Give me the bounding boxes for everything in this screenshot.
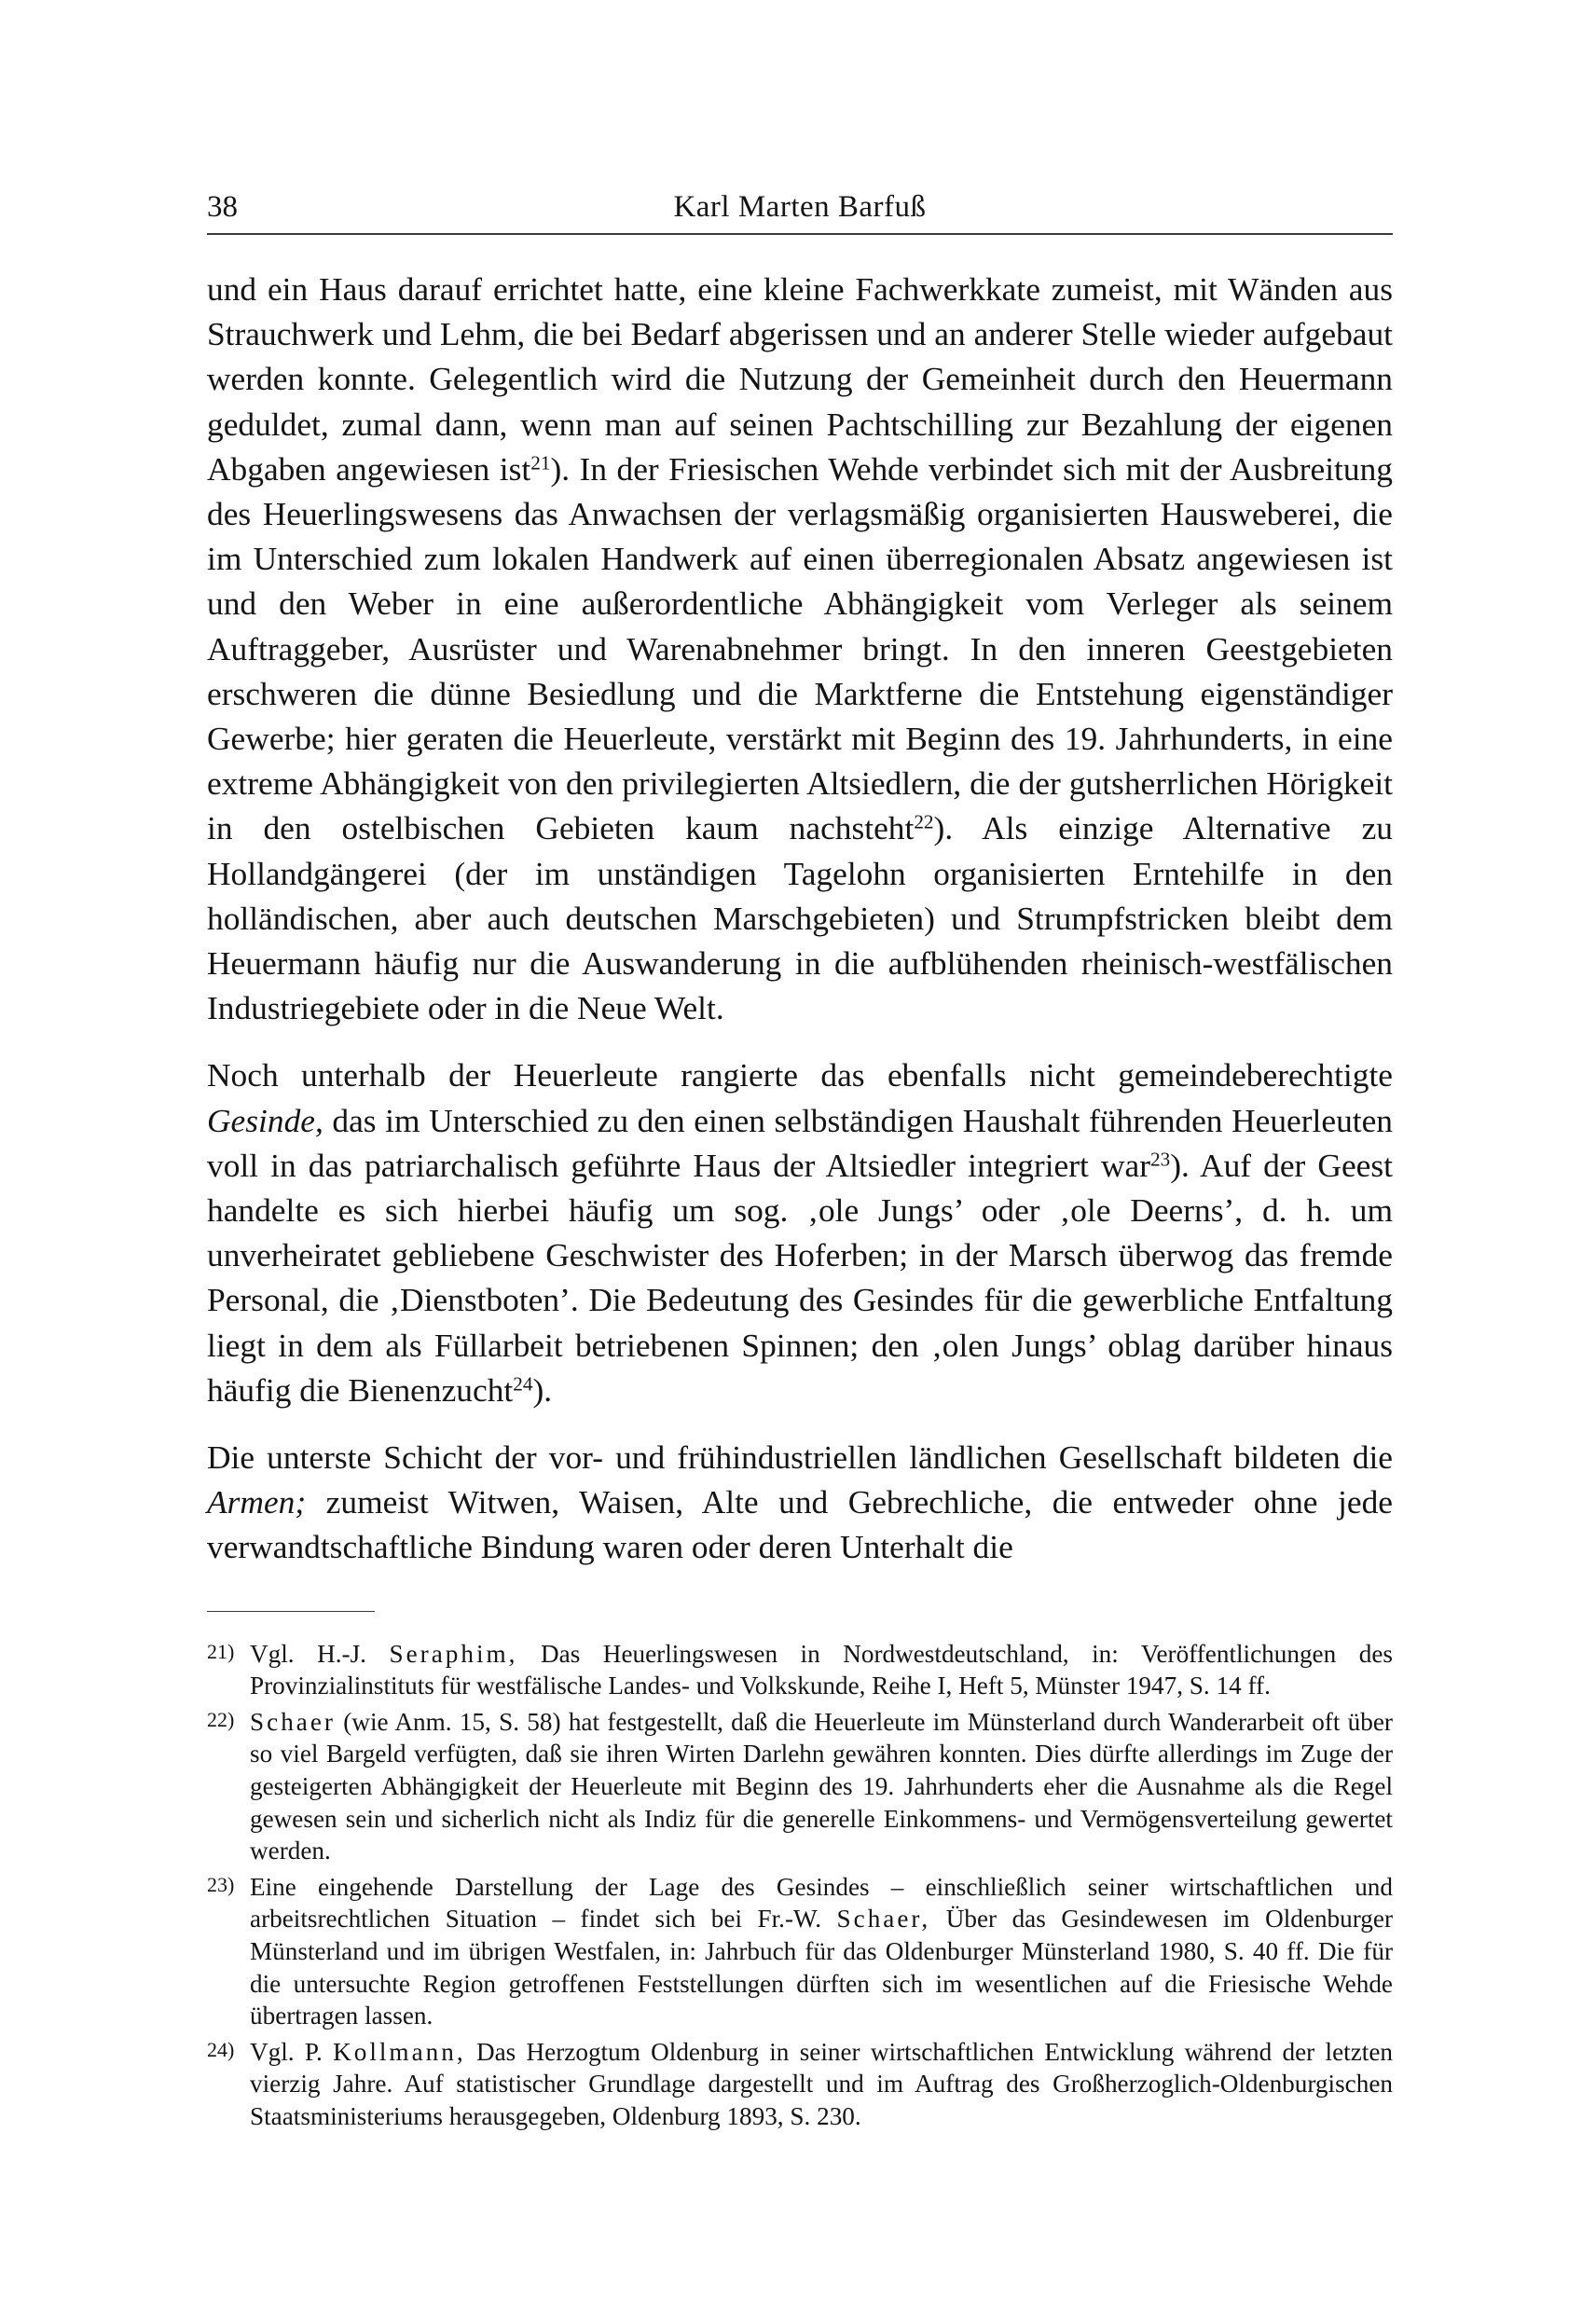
footnote-24	[207, 2036, 1393, 2133]
footnote-mark: 23)	[207, 1872, 235, 1896]
paragraph-gesinde	[207, 1053, 1393, 1412]
paragraph-text: ). Als einzige Alternative zu Hollandgängerei (der im unständigen Tagelohn organisierten Erntehilfe in den holländischen, aber auch deutschen Marschgebieten) und Strumpfstricken bleibt dem Heuermann häufig nur die Auswanderung in die aufblühenden rheinisch-westfälischen Industriegebiete oder in die Neue Welt.	[207, 809, 1393, 1027]
footnote-ref: 21	[530, 451, 551, 475]
footnote-ref: 22	[914, 810, 934, 833]
footnote-23	[207, 1871, 1393, 2032]
paragraph-text: Die unterste Schicht der vor- und frühindustriellen ländlichen Gesellschaft bildeten die	[207, 1438, 1393, 1477]
paragraph-text: ). Auf der Geest handelte es sich hierbei häufig um sog. ‚ole Jungs’ oder ‚ole Deerns’, d. h. um unverheiratet gebliebene Geschwister des Hoferben; in der Marsch überwog das fremde Personal, die ‚Dienstboten’. Die Bedeutung des Gesindes für die gewerbliche Entfaltung liegt in dem als Füllarbeit betriebenen Spinnen; den ‚olen Jungs’ oblag darüber hinaus häufig die Bienenzucht	[207, 1146, 1393, 1409]
footnote-ref: 24	[513, 1372, 533, 1396]
paragraph-text: ). In der Friesischen Wehde verbindet sich mit der Ausbreitung des Heuerlingswesens das Anwachsen der verlagsmäßig organisierten Hausweberei, die im Unterschied zum lokalen Handwerk auf einen überregionalen Absatz angewiesen ist und den Weber in eine außerordentliche Abhängigkeit vom Verleger als seinem Auftraggeber, Ausrüster und Warenabnehmer bringt. In den inneren Geestgebieten erschweren die dünne Besiedlung und die Marktferne die Entstehung eigenständiger Gewerbe; hier geraten die Heuerleute, verstärkt mit Beginn des 19. Jahrhunderts, in eine extreme Abhängigkeit von den privilegierten Altsiedlern, die der gutsherrlichen Hörigkeit in den ostelbischen Gebieten kaum nachsteht	[207, 449, 1393, 847]
book-page	[207, 183, 1393, 2271]
author-name: Schaer,	[836, 1905, 931, 1934]
footnote-22	[207, 1706, 1393, 1867]
main-text	[207, 267, 1393, 1570]
author-name: Schaer	[250, 1707, 336, 1736]
emphasized-term: Gesinde,	[207, 1101, 323, 1139]
footnote-mark: 22)	[207, 1707, 235, 1731]
author-name: Kollmann,	[333, 2037, 466, 2066]
emphasized-term: Armen;	[207, 1483, 307, 1521]
header-rule	[207, 233, 1393, 235]
running-title: Karl Marten Barfuß	[673, 190, 927, 224]
paragraph-armen	[207, 1435, 1393, 1570]
footnote-text: (wie Anm. 15, S. 58) hat festgestellt, daß die Heuerleute im Münsterland durch Wanderarbeit oft über so viel Bargeld verfügten, daß sie ihren Wirten Darlehn gewähren konnten. Dies dürfte allerdings im Zuge der gesteigerten Abhängigkeit der Heuerleute mit Beginn des 19. Jahrhunderts eher die Ausnahme als die Regel gewesen sein und sicherlich nicht als Indiz für die generelle Einkommens- und Vermögensverteilung gewertet werden.	[250, 1707, 1393, 1865]
author-name: Seraphim,	[389, 1639, 518, 1668]
footnote-mark: 21)	[207, 1639, 235, 1663]
footnote-text: Vgl. H.-J.	[250, 1639, 390, 1668]
paragraph-text: zumeist Witwen, Waisen, Alte und Gebrechliche, die entweder ohne jede verwandtschaftliche Bindung waren oder deren Unterhalt die	[207, 1483, 1393, 1566]
paragraph-text: und ein Haus darauf errichtet hatte, eine kleine Fachwerkkate zumeist, mit Wänden aus Strauchwerk und Lehm, die bei Bedarf abgerissen und an anderer Stelle wieder aufgebaut werden konnte. Gelegentlich wird die Nutzung der Gemeinheit durch den Heuermann geduldet, zumal dann, wenn man auf seinen Pachtschilling zur Bezahlung der eigenen Abgaben angewiesen ist	[207, 270, 1393, 488]
paragraph-text: Noch unterhalb der Heuerleute rangierte das ebenfalls nicht gemeindeberechtigte	[207, 1056, 1393, 1094]
paragraph-text: das im Unterschied zu den einen selbständigen Haushalt führenden Heuerleuten voll in das patriarchalisch geführte Haus der Altsiedler integriert war	[207, 1101, 1393, 1184]
paragraph-heuerleute	[207, 267, 1393, 1030]
footnote-21	[207, 1638, 1393, 1702]
footnote-ref: 23	[1150, 1148, 1171, 1171]
footnote-text: Das Heuerlingswesen in Nordwestdeutschland, in: Veröffentlichungen des Provinzialinstituts für westfälische Landes- und Volkskunde, Reihe I, Heft 5, Münster 1947, S. 14 ff.	[250, 1639, 1393, 1700]
footnote-text: Über das Gesindewesen im Oldenburger Münsterland und im übrigen Westfalen, in: Jahrbuch für das Oldenburger Münsterland 1980, S. 40 ff. Die für die untersuchte Region getroffenen Feststellungen dürften sich im wesentlichen auf die Friesische Wehde übertragen lassen.	[250, 1905, 1393, 2030]
page-number: 38	[207, 190, 238, 224]
footnotes	[207, 1638, 1393, 2133]
paragraph-text: ).	[532, 1370, 553, 1409]
footnote-mark: 24)	[207, 2037, 235, 2061]
footnote-rule	[207, 1611, 375, 1612]
footnote-text: Das Herzogtum Oldenburg in seiner wirtschaftlichen Entwicklung während der letzten vierzig Jahre. Auf statistischer Grundlage dargestellt und im Auftrag des Großherzoglich-Oldenburgischen Staatsministeriums herausgegeben, Oldenburg 1893, S. 230.	[250, 2037, 1393, 2130]
running-header	[207, 183, 1393, 231]
footnote-text: Eine eingehende Darstellung der Lage des Gesindes – einschließlich seiner wirtschaftlichen und arbeitsrechtlichen Situation – findet sich bei Fr.-W.	[250, 1872, 1393, 1934]
footnote-text: Vgl. P.	[250, 2037, 334, 2066]
